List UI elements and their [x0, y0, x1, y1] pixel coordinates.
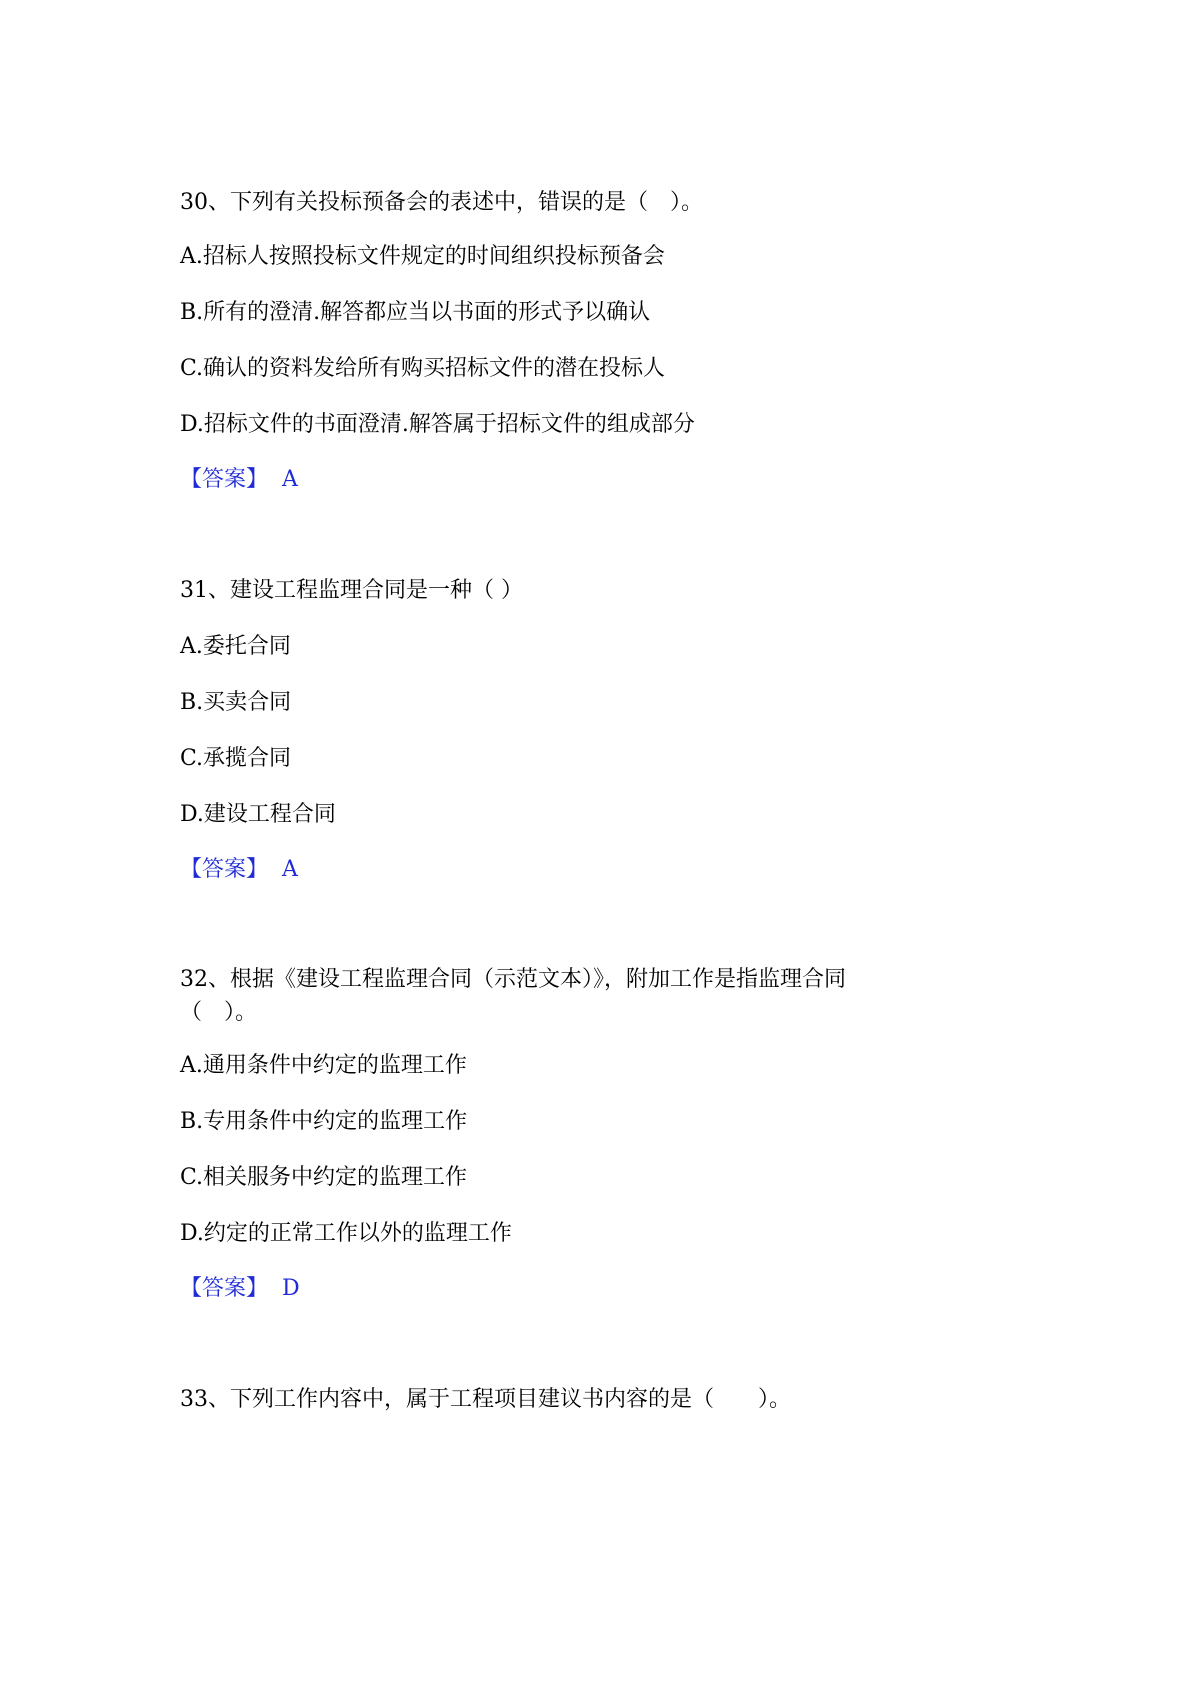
question-stem: 33、下列工作内容中，属于工程项目建议书内容的是（ ）。	[180, 1387, 791, 1412]
option-d: D.招标文件的书面澄清.解答属于招标文件的组成部分	[180, 412, 695, 437]
question-30-option-c	[180, 352, 940, 385]
question-31-option-d	[180, 798, 940, 831]
answer-value: A	[282, 467, 298, 492]
option-c: C.确认的资料发给所有购买招标文件的潜在投标人	[180, 356, 666, 381]
option-b: B.所有的澄清.解答都应当以书面的形式予以确认	[180, 300, 651, 325]
question-32-option-a	[180, 1049, 940, 1082]
option-a: A.委托合同	[180, 634, 291, 659]
answer-line	[180, 853, 940, 886]
question-30	[180, 186, 940, 219]
question-stem-line-1: 32、根据《建设工程监理合同（示范文本）》，附加工作是指监理合同	[180, 967, 846, 992]
question-31-option-a	[180, 630, 940, 663]
question-stem-line-2: （ ）。	[180, 1000, 258, 1025]
answer-line	[180, 1272, 940, 1305]
question-stem: 30、下列有关投标预备会的表述中，错误的是（ ）。	[180, 190, 703, 215]
option-a: A.通用条件中约定的监理工作	[180, 1053, 467, 1078]
question-stem: 31、建设工程监理合同是一种（ ）	[180, 578, 523, 603]
answer-label: 【答案】	[180, 467, 269, 492]
answer-value: A	[282, 857, 298, 882]
question-32-option-c	[180, 1161, 940, 1194]
question-30-option-a	[180, 240, 940, 273]
question-30-option-d	[180, 408, 940, 441]
question-31	[180, 574, 940, 607]
option-d: D.建设工程合同	[180, 802, 336, 827]
option-c: C.相关服务中约定的监理工作	[180, 1165, 468, 1190]
option-d: D.约定的正常工作以外的监理工作	[180, 1221, 512, 1246]
question-30-answer	[180, 463, 940, 496]
question-32	[180, 963, 940, 1029]
question-33	[180, 1383, 940, 1416]
question-31-answer	[180, 853, 940, 886]
question-32-option-b	[180, 1105, 940, 1138]
question-32-answer	[180, 1272, 940, 1305]
question-31-option-b	[180, 686, 940, 719]
option-b: B.专用条件中约定的监理工作	[180, 1109, 468, 1134]
answer-value: D	[282, 1276, 300, 1301]
answer-label: 【答案】	[180, 1276, 269, 1301]
option-a: A.招标人按照投标文件规定的时间组织投标预备会	[180, 244, 665, 269]
question-32-option-d	[180, 1217, 940, 1250]
question-30-option-b	[180, 296, 940, 329]
answer-line	[180, 463, 940, 496]
question-31-option-c	[180, 742, 940, 775]
option-b: B.买卖合同	[180, 690, 292, 715]
answer-label: 【答案】	[180, 857, 269, 882]
option-c: C.承揽合同	[180, 746, 292, 771]
